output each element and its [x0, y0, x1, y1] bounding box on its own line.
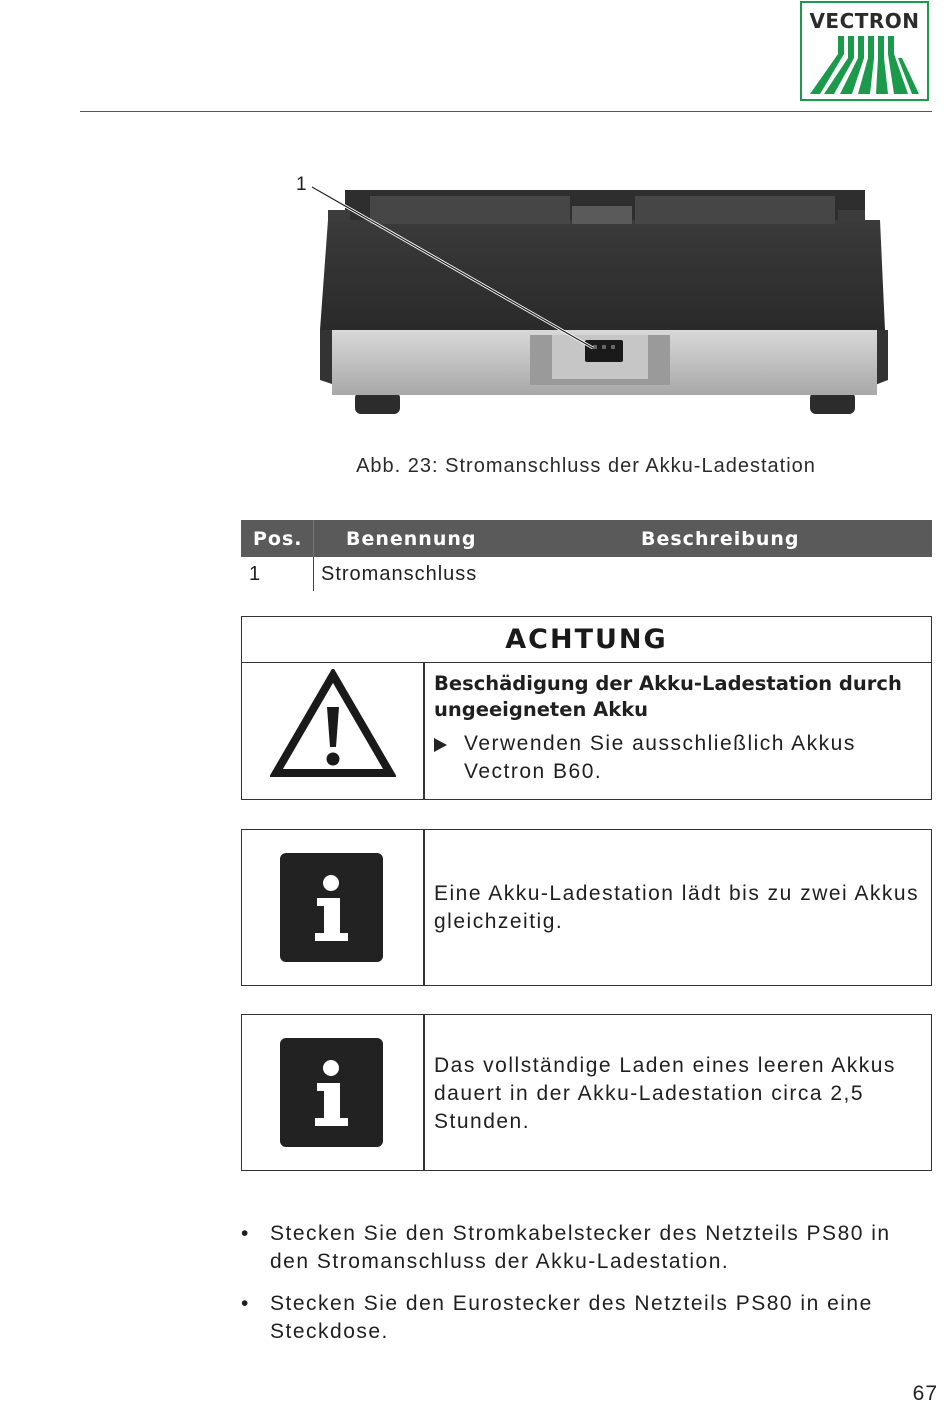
bullet-icon: •	[241, 1222, 250, 1245]
warning-triangle-icon	[270, 669, 396, 777]
info-text-2: Das vollständige Laden eines leeren Akkus dauert in der Akku-Ladestation circa 2,5 Stunden.	[434, 1054, 896, 1133]
list-item-text: Stecken Sie den Eurostecker des Netzteils PS80 in eine Steckdose.	[270, 1292, 873, 1343]
callout-number: 1	[296, 174, 307, 195]
page-number: 67	[912, 1382, 938, 1405]
info-divider	[423, 830, 425, 985]
row-divider	[313, 557, 314, 591]
info-icon	[280, 853, 383, 962]
logo-text: VECTRON	[809, 9, 920, 33]
header-beschreibung: Beschreibung	[641, 528, 800, 550]
header-divider	[313, 520, 314, 557]
info-icon	[280, 1038, 383, 1147]
table-header	[241, 520, 932, 557]
charging-station-image	[290, 170, 900, 430]
logo-mark-icon	[810, 36, 919, 94]
warning-title: ACHTUNG	[242, 617, 931, 663]
instruction-list	[241, 1220, 932, 1360]
step-arrow-icon	[434, 738, 447, 752]
figure-caption: Abb. 23: Stromanschluss der Akku-Ladestation	[356, 455, 816, 477]
bullet-icon: •	[241, 1292, 250, 1315]
list-item	[241, 1220, 932, 1276]
warning-step	[434, 730, 929, 786]
header-rule	[80, 111, 932, 112]
warning-box	[241, 616, 932, 800]
table-row	[241, 557, 932, 591]
header-pos: Pos.	[253, 528, 303, 550]
warning-heading: Beschädigung der Akku-Ladestation durch ungeeigneten Akku	[434, 672, 902, 721]
info-divider	[423, 1015, 425, 1170]
header-benennung: Benennung	[346, 528, 477, 550]
list-item-text: Stecken Sie den Stromkabelstecker des Netzteils PS80 in den Stromanschluss der Akku-Ladestation.	[270, 1222, 891, 1273]
vectron-logo	[800, 1, 929, 101]
charging-station-figure	[290, 170, 900, 430]
position-table	[241, 520, 932, 591]
warning-step-text: Verwenden Sie ausschließlich Akkus Vectron B60.	[464, 732, 856, 783]
row-pos: 1	[249, 563, 262, 585]
row-name: Stromanschluss	[321, 563, 478, 585]
info-text-1: Eine Akku-Ladestation lädt bis zu zwei Akkus gleichzeitig.	[434, 882, 920, 933]
info-box-1	[241, 829, 932, 986]
warning-divider	[423, 662, 425, 799]
list-item	[241, 1290, 932, 1346]
info-box-2	[241, 1014, 932, 1171]
